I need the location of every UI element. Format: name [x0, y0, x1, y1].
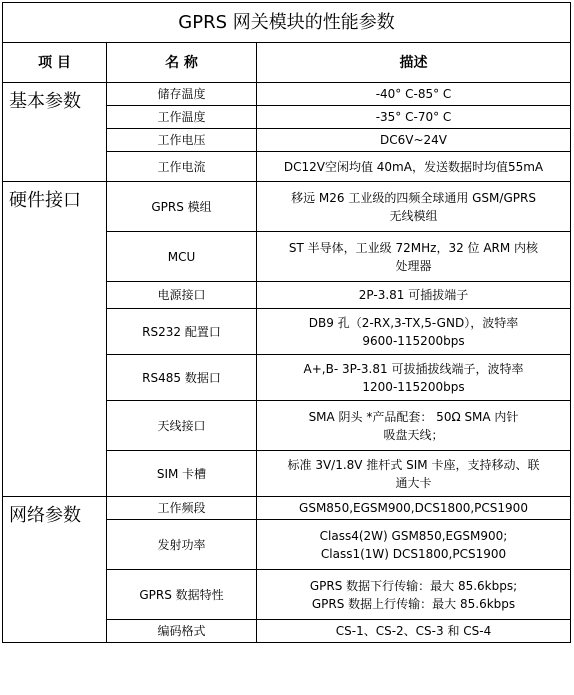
row-name: GPRS 模组 [107, 182, 257, 232]
header-name: 名 称 [107, 43, 257, 83]
group-hardware: 硬件接口 [3, 182, 107, 497]
title-row [3, 3, 571, 43]
group-network: 网络参数 [3, 497, 107, 643]
group-basic: 基本参数 [3, 83, 107, 182]
table-row [3, 83, 571, 106]
row-name: 发射功率 [107, 520, 257, 570]
value-line: 标准 3V/1.8V 推杆式 SIM 卡座，支持移动、联 [287, 457, 540, 472]
value-line: 处理器 [395, 258, 432, 273]
header-item: 项 目 [3, 43, 107, 83]
row-value [257, 182, 571, 232]
value-line: 1200-115200bps [362, 379, 465, 394]
row-name: RS485 数据口 [107, 355, 257, 401]
row-value: 2P-3.81 可插拔端子 [257, 282, 571, 309]
value-line: Class1(1W) DCS1800,PCS1900 [320, 546, 507, 561]
header-row [3, 43, 571, 83]
row-value [257, 401, 571, 451]
row-name: 编码格式 [107, 620, 257, 643]
row-value: GSM850,EGSM900,DCS1800,PCS1900 [257, 497, 571, 520]
row-name: 工作电压 [107, 129, 257, 152]
value-line: A+,B- 3P-3.81 可拔插拔线端子，波特率 [303, 361, 524, 376]
value-line: GPRS 数据上行传输：最大 85.6kbps [311, 596, 516, 611]
row-value [257, 232, 571, 282]
value-line: DB9 孔（2-RX,3-TX,5-GND），波特率 [308, 315, 519, 330]
row-name: SIM 卡槽 [107, 451, 257, 497]
row-name: RS232 配置口 [107, 309, 257, 355]
row-value: -40° C-85° C [257, 83, 571, 106]
row-value: DC6V~24V [257, 129, 571, 152]
row-value: DC12V空闲均值 40mA，发送数据时均值55mA [257, 152, 571, 182]
row-value [257, 570, 571, 620]
header-description: 描述 [257, 43, 571, 83]
row-value [257, 355, 571, 401]
row-name: 天线接口 [107, 401, 257, 451]
value-line: Class4(2W) GSM850,EGSM900; [319, 528, 508, 543]
row-name: GPRS 数据特性 [107, 570, 257, 620]
row-value: CS-1、CS-2、CS-3 和 CS-4 [257, 620, 571, 643]
spec-table [2, 2, 571, 643]
row-value [257, 520, 571, 570]
value-line: 9600-115200bps [362, 333, 465, 348]
row-name: 工作频段 [107, 497, 257, 520]
value-line: ST 半导体，工业级 72MHz，32 位 ARM 内核 [288, 240, 539, 255]
row-value [257, 451, 571, 497]
value-line: 移远 M26 工业级的四频全球通用 GSM/GPRS [291, 190, 536, 205]
value-line: 无线模组 [389, 208, 438, 223]
value-line: 吸盘天线； [383, 427, 444, 442]
value-line: SMA 阴头 *产品配套： 50Ω SMA 内针 [308, 409, 519, 424]
table-row [3, 497, 571, 520]
table-row [3, 182, 571, 232]
value-line: 通大卡 [395, 475, 432, 490]
row-name: MCU [107, 232, 257, 282]
row-name: 储存温度 [107, 83, 257, 106]
row-value: -35° C-70° C [257, 106, 571, 129]
table-title: GPRS 网关模块的性能参数 [3, 3, 571, 43]
row-name: 工作电流 [107, 152, 257, 182]
row-name: 工作温度 [107, 106, 257, 129]
spec-document [2, 2, 570, 692]
row-value [257, 309, 571, 355]
value-line: GPRS 数据下行传输：最大 85.6kbps; [309, 578, 518, 593]
row-name: 电源接口 [107, 282, 257, 309]
